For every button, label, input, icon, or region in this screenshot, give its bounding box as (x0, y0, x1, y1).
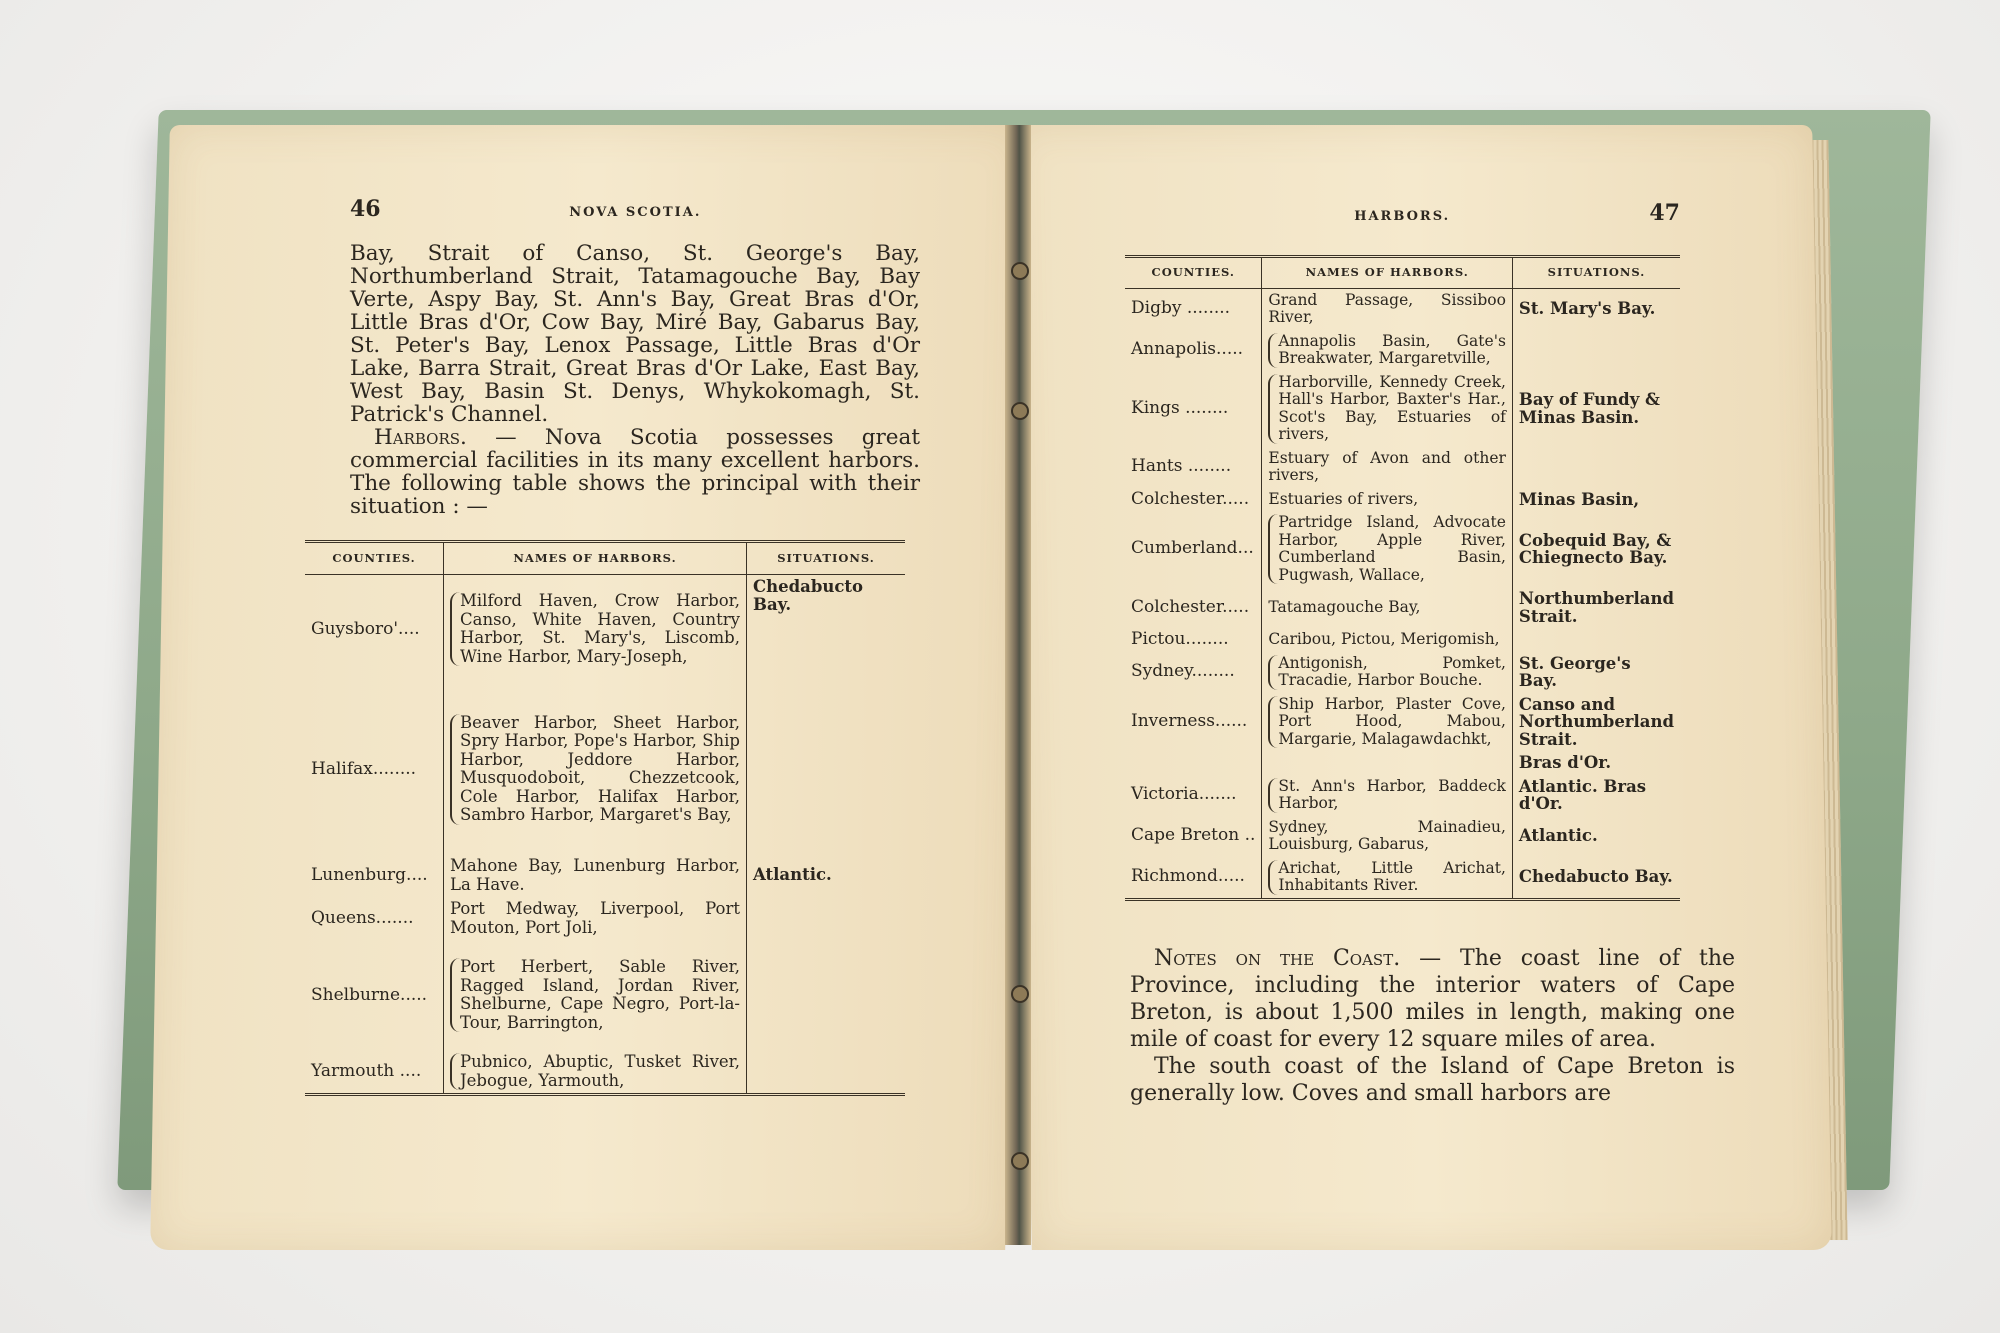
situation-cell: Minas Basin, (1512, 488, 1680, 512)
table-row (1125, 693, 1680, 752)
right-page-content (1125, 200, 1680, 226)
situation-cell: Northumberland Strait. (1512, 587, 1680, 628)
right-harbor-table (1125, 255, 1680, 901)
county-cell: Sydney........ (1131, 661, 1235, 682)
table-row (1125, 330, 1680, 371)
table-row (1125, 587, 1680, 628)
situation-cell: Atlantic. (747, 854, 906, 897)
harbor-names-cell: Mahone Bay, Lunenburg Harbor, La Have. (444, 854, 747, 897)
col-header-names: NAMES OF HARBORS. (1262, 257, 1513, 289)
county-cell: Halifax........ (311, 758, 417, 779)
harbor-names-cell: Arichat, Little Arichat, Inhabitants River. (1268, 860, 1506, 895)
harbor-names-cell: Pubnico, Abuptic, Tusket River, Jebogue, Yarmouth, (450, 1053, 740, 1090)
county-cell: Richmond..... (1131, 866, 1245, 887)
situation-cell: Cobequid Bay, & Chiegnecto Bay. (1512, 511, 1680, 587)
table-row (1125, 288, 1680, 330)
table-row (305, 854, 905, 897)
harbor-names-cell: Ship Harbor, Plaster Cove, Port Hood, Mabou, Margarie, Malagawdachkt, (1268, 696, 1506, 749)
harbors-heading: Harbors. (374, 425, 467, 450)
harbor-names-cell: Beaver Harbor, Sheet Harbor, Spry Harbor, Pope's Harbor, Ship Harbor, Jeddore Harbor, Musquodoboit, Chezzetcook, Cole Harbor, Halifax Harbor, Sambro Harbor, Margaret's Bay, (450, 714, 740, 825)
county-cell: Digby ........ (1131, 298, 1231, 319)
binding-stitch-icon (1011, 262, 1029, 280)
col-header-counties: COUNTIES. (305, 542, 444, 575)
county-cell: Queens....... (311, 908, 414, 929)
table-row (305, 1050, 905, 1095)
left-harbor-table-wrap (305, 540, 905, 1096)
harbor-names-cell: Annapolis Basin, Gate's Breakwater, Margaretville, (1268, 333, 1506, 368)
table-row (305, 897, 905, 940)
harbor-names-cell: Port Herbert, Sable River, Ragged Island, Jordan River, Shelburne, Cape Negro, Port-la-Tour, Barrington, (450, 958, 740, 1032)
county-cell: Pictou........ (1131, 629, 1229, 649)
left-page-content (350, 196, 920, 518)
county-cell: Cumberland... (1131, 538, 1254, 559)
county-cell: Inverness...... (1131, 711, 1248, 731)
harbor-names-cell: St. Ann's Harbor, Baddeck Harbor, (1268, 778, 1506, 813)
table-row (1125, 816, 1680, 857)
situation-cell: St. Mary's Bay. (1512, 288, 1680, 330)
situation-cell (747, 897, 906, 940)
county-cell: Annapolis..... (1131, 339, 1244, 360)
situation-cell (747, 1050, 906, 1095)
harbor-names-cell: Estuaries of rivers, (1262, 488, 1513, 512)
harbors-text: — Nova Scotia possesses great commercial facilities in its many excellent harbors. The following table shows the principal with their situation : — (350, 425, 920, 519)
col-header-situations: SITUATIONS. (747, 542, 906, 575)
harbor-names-cell: Estuary of Avon and other rivers, (1262, 447, 1513, 488)
situation-cell (1512, 628, 1680, 652)
page-number: 46 (350, 196, 381, 222)
county-cell: Colchester..... (1131, 488, 1250, 509)
book-spine-gutter (1005, 125, 1031, 1245)
left-running-head (350, 196, 920, 222)
situation-cell (747, 684, 906, 854)
table-row (1125, 371, 1680, 447)
harbor-names-cell: Harborville, Kennedy Creek, Hall's Harbor, Baxter's Har., Scot's Bay, Estuaries of rivers, (1268, 374, 1506, 444)
notes-text: — The coast line of the Province, including the interior waters of Cape Breton, is about 1,500 miles in length, making one mile of coast for every 12 square miles of area. (1130, 946, 1736, 1052)
binding-stitch-icon (1011, 1152, 1029, 1170)
table-row (1125, 857, 1680, 900)
situation-cell: Bay of Fundy & Minas Basin. (1512, 371, 1680, 447)
table-row (1125, 628, 1680, 652)
intro-paragraph: Bay, Strait of Canso, St. George's Bay, Northumberland Strait, Tatamagouche Bay, Bay Verte, Aspy Bay, St. Ann's Bay, Great Bras d'Or, Little Bras d'Or, Cow Bay, Miré Bay, Gabarus Bay, St. Peter's Bay, Lenox Passage, Little Bras d'Or Lake, Barra Strait, Great Bras d'Or Lake, East Bay, West Bay, Basin St. Denys, Whykokomagh, St. Patrick's Channel. (350, 241, 920, 427)
col-header-names: NAMES OF HARBORS. (444, 542, 747, 575)
harbor-names-cell: Tatamagouche Bay, (1262, 587, 1513, 628)
harbor-names-cell: Partridge Island, Advocate Harbor, Apple River, Cumberland Basin, Pugwash, Wallace, (1268, 514, 1506, 584)
county-cell: Guysboro'.... (311, 619, 420, 639)
table-header-row (305, 542, 905, 575)
situation-cell: St. George's Bay. (1512, 652, 1680, 693)
notes-paragraph-2: The south coast of the Island of Cape Breton is generally low. Coves and small harbors are (1130, 1054, 1735, 1106)
right-harbor-table-wrap (1125, 255, 1680, 901)
binding-stitch-icon (1011, 985, 1029, 1003)
table-row (1125, 511, 1680, 587)
harbors-paragraph (350, 426, 920, 518)
situation-cell: Bras d'Or. (1512, 751, 1680, 775)
situation-cell: Atlantic. Bras d'Or. (1512, 775, 1680, 816)
left-harbor-table (305, 540, 905, 1096)
page-number: 47 (1649, 200, 1680, 226)
county-cell: Cape Breton .. (1131, 825, 1256, 846)
harbor-names-cell: Milford Haven, Crow Harbor, Canso, White Haven, Country Harbor, St. Mary's, Liscomb, Wine Harbor, Mary-Joseph, (450, 592, 740, 666)
right-running-head (1125, 200, 1680, 226)
binding-stitch-icon (1011, 402, 1029, 420)
table-row (1125, 652, 1680, 693)
situation-cell (747, 940, 906, 1050)
situation-cell (1512, 330, 1680, 371)
harbor-names-cell: Caribou, Pictou, Merigomish, (1262, 628, 1513, 652)
county-cell: Colchester..... (1131, 596, 1250, 617)
county-cell: Kings ........ (1131, 397, 1229, 418)
harbor-names-cell: Grand Passage, Sissiboo River, (1262, 288, 1513, 330)
county-cell: Victoria....... (1131, 784, 1237, 805)
col-header-counties: COUNTIES. (1125, 257, 1262, 289)
county-cell: Yarmouth .... (311, 1061, 422, 1082)
harbor-names-cell: Port Medway, Liverpool, Port Mouton, Port Joli, (444, 897, 747, 940)
county-cell: Shelburne..... (311, 984, 428, 1005)
notes-heading: Notes on the Coast. (1154, 946, 1401, 971)
running-title: HARBORS. (1354, 209, 1451, 224)
table-row (1125, 447, 1680, 488)
county-cell: Hants ........ (1131, 456, 1232, 477)
situation-cell: Chedabucto Bay. (1512, 857, 1680, 900)
notes-paragraph (1130, 945, 1735, 1053)
table-row (1125, 488, 1680, 512)
situation-cell: Atlantic. (1512, 816, 1680, 857)
county-cell: Lunenburg.... (311, 865, 428, 886)
situation-cell (1512, 447, 1680, 488)
harbor-names-cell (1262, 751, 1513, 775)
county-cell (1125, 751, 1262, 775)
harbor-names-cell: Sydney, Mainadieu, Louisburg, Gabarus, (1262, 816, 1513, 857)
situation-cell: Chedabucto Bay. (747, 574, 906, 684)
table-row (1125, 751, 1680, 775)
table-row (305, 684, 905, 854)
coast-notes (1130, 945, 1735, 1107)
table-row (305, 574, 905, 684)
table-row (1125, 775, 1680, 816)
situation-cell: Canso and Northumberland Strait. (1512, 693, 1680, 752)
table-header-row (1125, 257, 1680, 289)
running-title: NOVA SCOTIA. (569, 205, 702, 220)
harbor-names-cell: Antigonish, Pomket, Tracadie, Harbor Bouche. (1268, 655, 1506, 690)
table-row (305, 940, 905, 1050)
col-header-situations: SITUATIONS. (1512, 257, 1680, 289)
